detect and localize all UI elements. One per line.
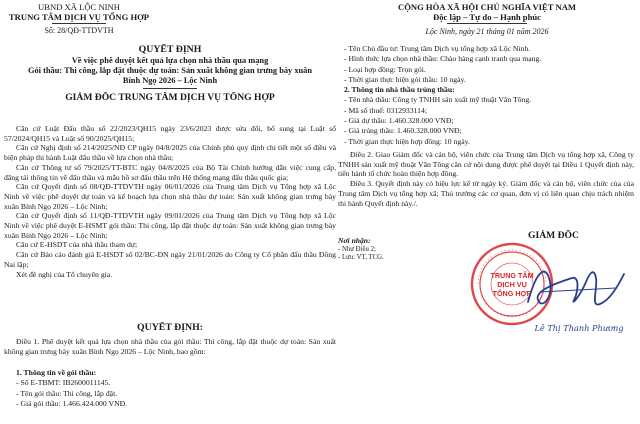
package-info-item: - Hình thức lựa chọn nhà thầu: Chào hàng cạnh tranh qua mạng. <box>344 54 542 64</box>
title-underline <box>143 88 197 89</box>
article-3: Điều 3. Quyết định này có hiệu lực kể từ ngày ký. Giám đốc và cán bộ, viên chức của của Trung tâm Dịch vụ tổng hợp xã; Thủ trưởng các cơ quan, đơn vị có liên quan chịu trách nhiệm thi hành Quyết định này./. <box>338 179 634 208</box>
decision-subject: Về việc phê duyệt kết quả lựa chọn nhà thầu qua mạng <box>71 56 269 65</box>
package-info-title: 1. Thông tin về gói thầu: <box>16 368 97 377</box>
stamp-line-1: TRUNG TÂM <box>490 271 534 280</box>
org-parent: UBND XÃ LỘC NINH <box>38 2 120 12</box>
header-right <box>338 2 636 37</box>
bases-list <box>4 124 336 279</box>
doc-number: Số: 28/QĐ-TTDVTH <box>44 26 114 35</box>
basis-item: Căn cứ Nghị định số 214/2025/NĐ CP ngày 04/8/2025 của Chính phủ quy định chi tiết một số điều và biện pháp thi hành Luật đấu thầu về lựa chọn nhà thầu; <box>4 143 336 163</box>
signer-title: GIÁM ĐỐC <box>528 230 579 241</box>
winner-item: - Mã số thuế: 0312933114; <box>344 105 427 115</box>
right-body <box>344 44 636 147</box>
article-2: Điều 2. Giao Giám đốc và cán bộ, viên chức của Trung tâm Dịch vụ tổng hợp xã, Công ty TNHH sản xuất mỹ thuật Văn Tông căn cứ nội dung được phê duyệt tại Điều 1 Quyết định này, tiến hành tổ chức hoàn thiện hợp đồng. <box>338 150 634 179</box>
basis-item: Căn cứ E-HSDT của nhà thầu tham dự; <box>16 240 138 250</box>
winner-item: - Tên nhà thầu: Công ty TNHH sản xuất mỹ thuật Văn Tông. <box>344 95 532 105</box>
decision-subheading: QUYẾT ĐỊNH: <box>137 322 203 333</box>
winner-title: 2. Thông tin nhà thầu trúng thầu: <box>344 85 455 95</box>
recipients-title: Nơi nhận: <box>338 236 371 245</box>
republic-name: CỘNG HÒA XÃ HỘI CHỦ NGHĨA VIỆT NAM <box>397 2 577 12</box>
motto-underline <box>447 23 527 24</box>
authority: GIÁM ĐỐC TRUNG TÂM DỊCH VỤ TỔNG HỢP <box>65 92 275 103</box>
package-info-item: - Thời gian thực hiện gói thầu: 10 ngày. <box>344 74 466 84</box>
signer-name <box>524 318 634 336</box>
motto: Độc lập – Tự do – Hạnh phúc <box>433 12 541 22</box>
package-line-1: Gói thầu: Thi công, lắp đặt thuộc dự toán: Sản xuất không gian trưng bày xuân <box>27 66 313 75</box>
package-info <box>16 368 336 409</box>
basis-item: Xét đề nghị của Tổ chuyên gia. <box>16 269 113 279</box>
package-line-2: Bính Ngọ 2026 – Lộc Ninh <box>122 76 218 85</box>
basis-item: Căn cứ Thông tư số 79/2025/TT-BTC ngày 04/8/2025 của Bộ Tài Chính hướng dẫn việc cung cấp, đăng tải thông tin về đấu thầu và mẫu hồ sơ đấu thầu trên Hệ thống mạng đấu thầu quốc gia; <box>4 162 336 182</box>
recipient-item: - Lưu: VT, TCG. <box>338 254 384 262</box>
basis-item: Căn cứ Quyết định số 11/QĐ-TTDVTH ngày 09/01/2026 của Trung tâm Dịch vụ Tổng hợp xã Lộc Ninh về việc phê duyệt E-HSMT gói thầu: Thi công, lắp đặt thuộc dự toán: Sản xuất không gian trưng bày xuân Bính Ngọ 2026 – Lộc Ninh; <box>4 211 336 240</box>
basis-item: Căn cứ Báo cáo đánh giá E-HSDT số 02/BC-ĐN ngày 21/01/2026 do Công ty Cổ phần đấu thầu Đồng Nai lập; <box>4 250 336 269</box>
winner-item: - Giá dự thầu: 1.460.328.000 VNĐ; <box>344 116 454 126</box>
package-info-item: - Tên gói thầu: Thi công, lắp đặt. <box>16 388 118 398</box>
package-info-item: - Tên Chủ đầu tư: Trung tâm Dịch vụ tổng hợp xã Lộc Ninh. <box>344 44 531 53</box>
signature <box>520 252 630 322</box>
winner-item: - Giá trúng thầu: 1.460.328.000 VNĐ; <box>344 126 462 136</box>
winner-item: - Thời gian thực hiện hợp đồng: 10 ngày. <box>344 136 470 146</box>
stamp-line-3: TỔNG HỢP <box>492 289 532 298</box>
recipients <box>338 236 458 263</box>
basis-item: Căn cứ Quyết định số 08/QĐ-TTDVTH ngày 06/01/2026 của Trung tâm Dịch vụ Tổng hợp xã Lộc Ninh về việc phê duyệt dự toán và kế hoạch lựa chọn nhà thầu dự toán: Sản xuất không gian trưng bày xuân Bính Ngọ 2026 – Lộc Ninh; <box>4 182 336 211</box>
package-info-item: - Số E-TBMT: IB2600011145. <box>16 378 111 388</box>
article-1 <box>4 337 336 356</box>
article-1-text: Điều 1. Phê duyệt kết quả lựa chọn nhà thầu của gói thầu: Thi công, lắp đặt thuộc dự toán: Sản xuất không gian trưng bày xuân Bính Ngọ 2026 – Lộc Ninh, bao gồm: <box>4 337 336 356</box>
package-info-item: - Loại hợp đồng: Trọn gói. <box>344 64 426 74</box>
basis-item: Căn cứ Luật Đấu thầu số 22/2023/QH15 ngày 23/6/2023 được sửa đổi, bổ sung tại Luật số 57/2024/QH15 và Luật số 90/2025/QH15; <box>4 124 336 143</box>
org-name: TRUNG TÂM DỊCH VỤ TỔNG HỢP <box>8 12 150 22</box>
article-2-3 <box>338 150 634 208</box>
place-date: Lộc Ninh, ngày 21 tháng 01 năm 2026 <box>425 27 549 36</box>
title-block <box>4 44 336 104</box>
org-underline <box>52 23 106 24</box>
recipient-item: - Như Điều 2; <box>338 245 376 253</box>
signer-name-text: Lê Thị Thanh Phương <box>534 323 624 333</box>
package-info-item: - Giá gói thầu: 1.466.424.000 VNĐ. <box>16 398 128 408</box>
header-left <box>4 2 154 36</box>
decision-heading: QUYẾT ĐỊNH <box>138 44 202 55</box>
stamp-line-2: DỊCH VỤ <box>497 280 527 289</box>
